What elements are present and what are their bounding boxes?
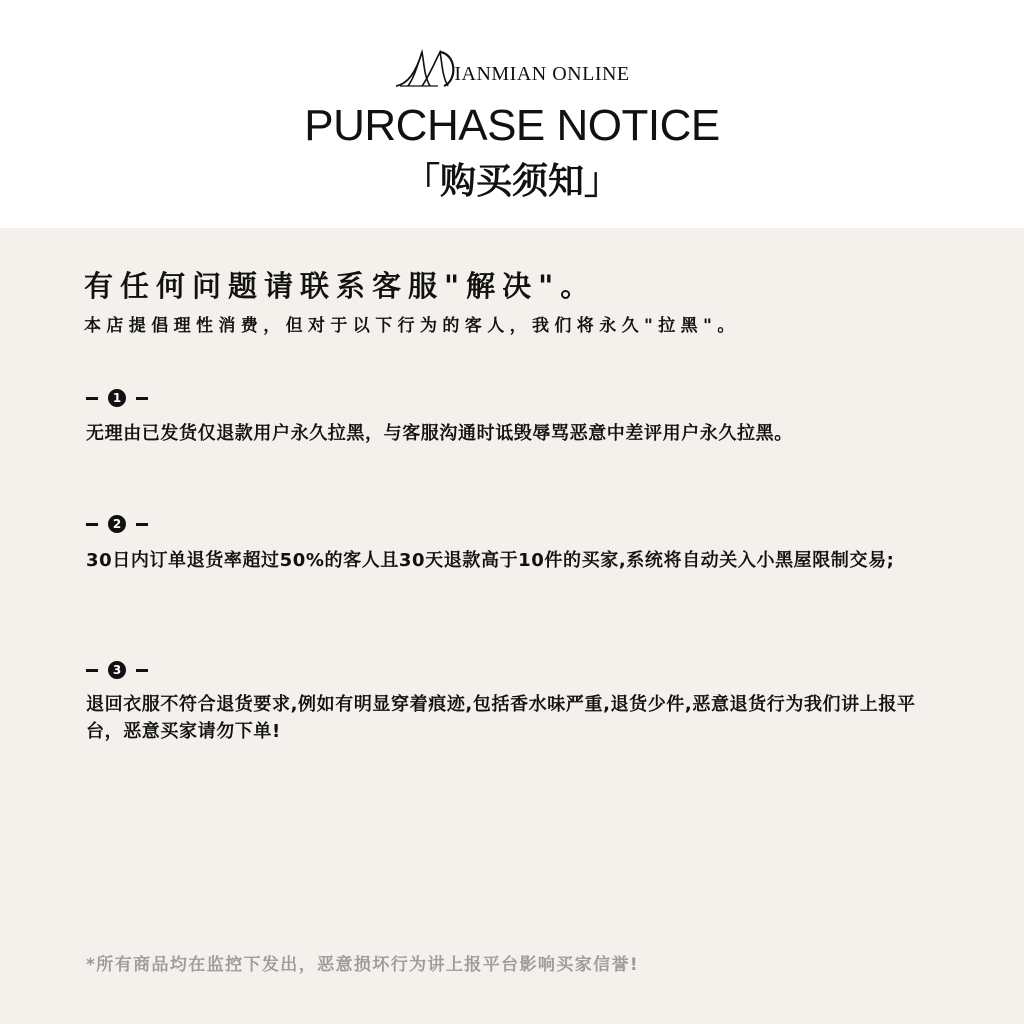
dash-icon xyxy=(86,523,98,526)
section-marker-2 xyxy=(86,511,148,537)
dash-icon xyxy=(136,397,148,400)
section-text-3: 退回衣服不符合退货要求,例如有明显穿着痕迹,包括香水味严重,退货少件,恶意退货行为我们讲上报平台，恶意买家请勿下单! xyxy=(86,694,916,742)
header-band xyxy=(0,0,1024,228)
dash-icon xyxy=(86,397,98,400)
section-marker-1 xyxy=(86,385,148,411)
page-subtitle: 「购买须知」 xyxy=(403,161,620,202)
intro-heading: 有任何问题请联系客服"解决"。 xyxy=(84,269,597,303)
page-title: PURCHASE NOTICE xyxy=(304,101,720,150)
section-marker-3 xyxy=(86,657,148,683)
dash-icon xyxy=(86,669,98,672)
number-circle-icon: 1 xyxy=(108,389,126,407)
section-text-2: 30日内订单退货率超过50%的客人且30天退款高于10件的买家,系统将自动关入小黑屋限制交易; xyxy=(86,550,895,571)
dash-icon xyxy=(136,523,148,526)
footnote: *所有商品均在监控下发出，恶意损坏行为讲上报平台影响买家信誉! xyxy=(86,955,640,975)
dash-icon xyxy=(136,669,148,672)
intro-text: 本店提倡理性消费，但对于以下行为的客人，我们将永久"拉黑"。 xyxy=(84,316,740,336)
number-circle-icon: 3 xyxy=(108,661,126,679)
section-text-1: 无理由已发货仅退款用户永久拉黑，与客服沟通时诋毁辱骂恶意中差评用户永久拉黑。 xyxy=(86,423,793,444)
number-circle-icon: 2 xyxy=(108,515,126,533)
brand-logo-icon xyxy=(394,48,458,88)
brand xyxy=(0,44,1024,88)
brand-name: IANMIAN ONLINE xyxy=(454,63,630,85)
